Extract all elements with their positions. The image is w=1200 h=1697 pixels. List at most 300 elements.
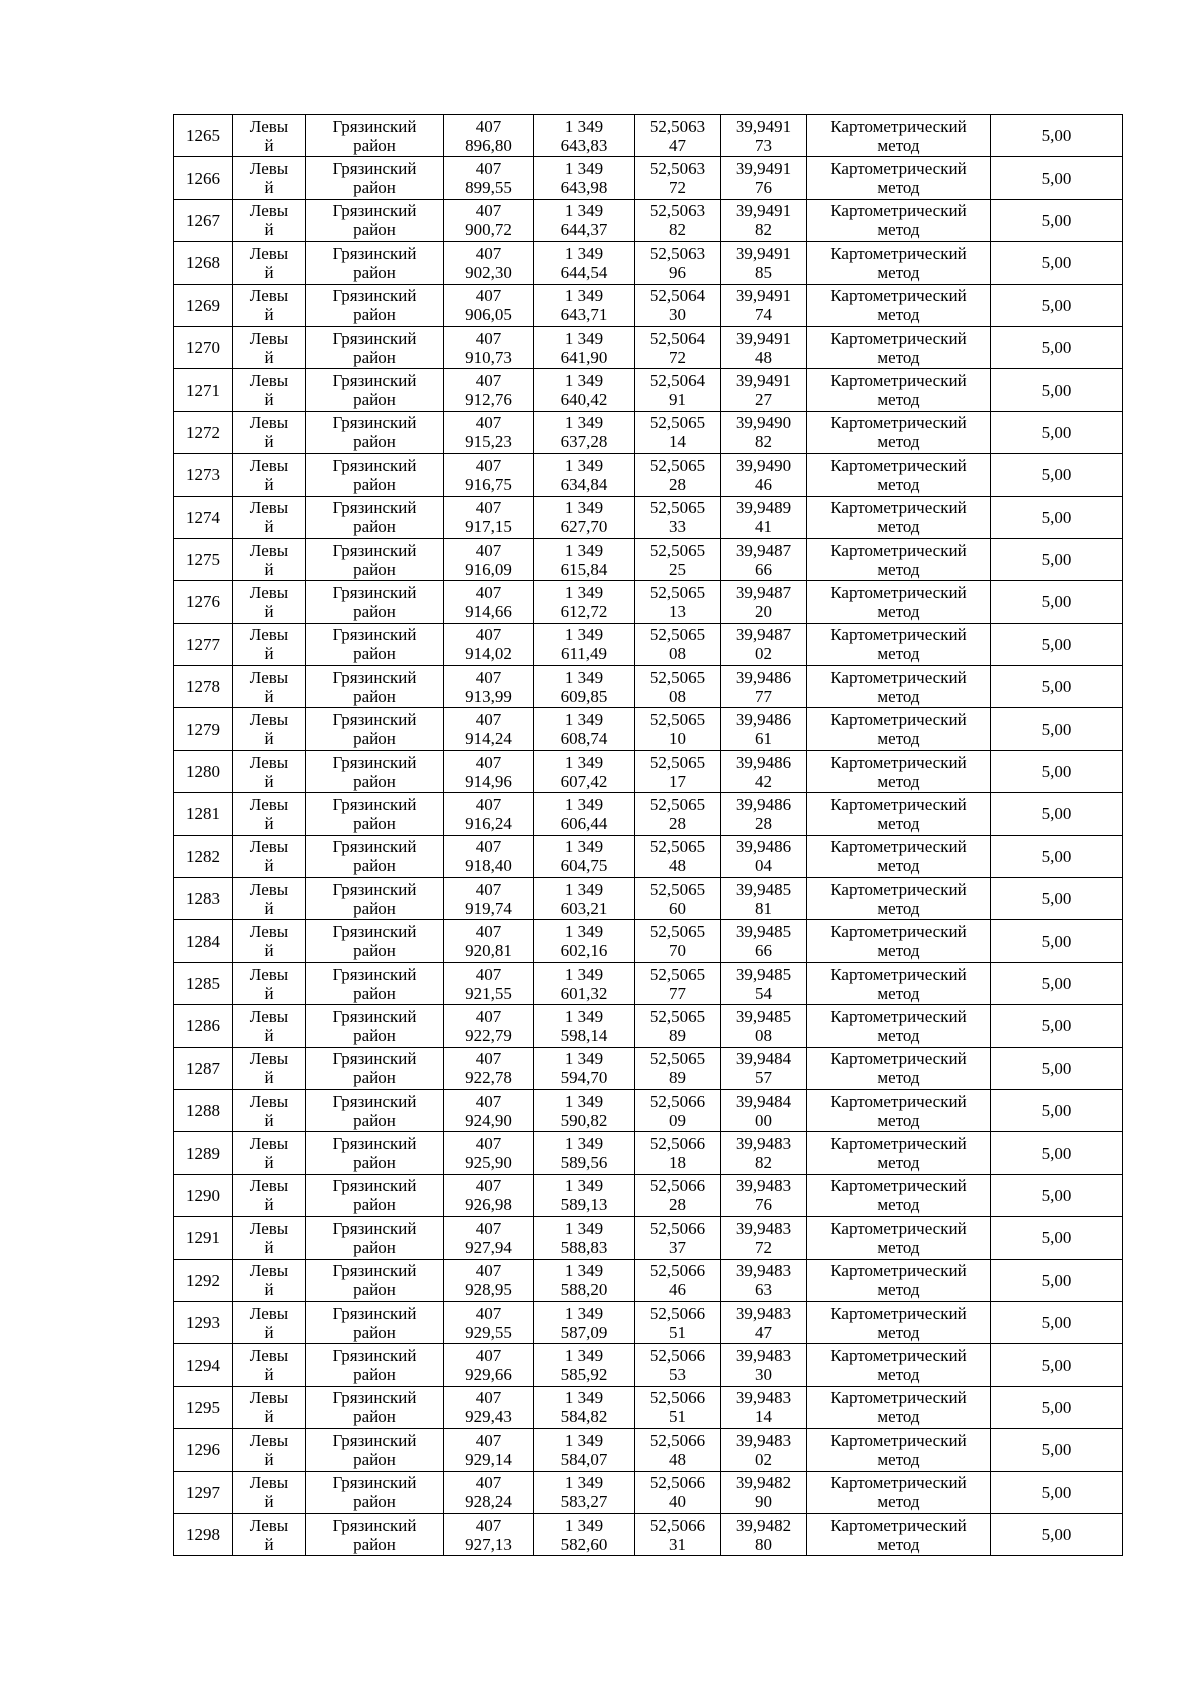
bank-side-line-2: й	[264, 390, 274, 410]
method-line-2: метод	[877, 390, 920, 410]
latitude-line-1: 52,5065	[649, 837, 706, 857]
accuracy-cell: 5,00	[991, 199, 1123, 241]
x-coordinate-line-2: 927,94	[465, 1237, 512, 1257]
y-coordinate-line-1: 1 349	[564, 1218, 604, 1238]
x-coordinate-line-2: 921,55	[465, 983, 512, 1003]
longitude-cell	[721, 793, 807, 835]
method-cell	[807, 750, 991, 792]
latitude-line-2: 72	[669, 178, 686, 198]
table-row	[174, 199, 1123, 241]
bank-side-cell	[233, 835, 306, 877]
method-line-1: Картометрический	[830, 286, 967, 306]
x-coordinate-cell	[444, 878, 534, 920]
method-cell	[807, 1301, 991, 1343]
method-line-2: метод	[877, 1025, 920, 1045]
latitude-cell	[635, 708, 721, 750]
district-line-2: район	[353, 941, 396, 961]
bank-side-line-2: й	[264, 1322, 274, 1342]
district-cell	[306, 666, 444, 708]
y-coordinate-line-2: 584,82	[560, 1407, 608, 1427]
district-line-2: район	[353, 1068, 396, 1088]
accuracy-cell: 5,00	[991, 411, 1123, 453]
district-line-2: район	[353, 347, 396, 367]
y-coordinate-cell	[534, 666, 635, 708]
y-coordinate-line-1: 1 349	[564, 1176, 604, 1196]
district-line-2: район	[353, 813, 396, 833]
district-cell	[306, 157, 444, 199]
y-coordinate-cell	[534, 1005, 635, 1047]
latitude-line-1: 52,5065	[649, 922, 706, 942]
latitude-line-1: 52,5063	[649, 243, 706, 263]
bank-side-line-1: Левы	[249, 625, 289, 645]
latitude-line-2: 33	[669, 517, 686, 537]
district-line-2: район	[353, 517, 396, 537]
district-line-1: Грязинский	[332, 667, 417, 687]
accuracy-cell: 5,00	[991, 1005, 1123, 1047]
point-number-cell: 1285	[174, 962, 233, 1004]
latitude-cell	[635, 1132, 721, 1174]
x-coordinate-cell	[444, 708, 534, 750]
point-number-cell: 1288	[174, 1089, 233, 1131]
district-line-1: Грязинский	[332, 413, 417, 433]
latitude-cell	[635, 284, 721, 326]
longitude-line-1: 39,9486	[735, 794, 792, 814]
x-coordinate-line-1: 407	[475, 1303, 502, 1323]
y-coordinate-line-1: 1 349	[564, 159, 604, 179]
longitude-line-1: 39,9483	[735, 1430, 792, 1450]
longitude-line-2: 47	[755, 1322, 772, 1342]
y-coordinate-cell	[534, 1259, 635, 1301]
table-row	[174, 496, 1123, 538]
coordinates-table	[173, 114, 1123, 1556]
latitude-line-1: 52,5066	[649, 1473, 706, 1493]
bank-side-cell	[233, 666, 306, 708]
latitude-cell	[635, 920, 721, 962]
longitude-cell	[721, 454, 807, 496]
method-line-2: метод	[877, 262, 920, 282]
y-coordinate-line-2: 588,83	[560, 1237, 608, 1257]
latitude-cell	[635, 878, 721, 920]
longitude-cell	[721, 284, 807, 326]
method-line-1: Картометрический	[830, 837, 967, 857]
x-coordinate-line-1: 407	[475, 1218, 502, 1238]
latitude-line-1: 52,5065	[649, 413, 706, 433]
latitude-line-2: 08	[669, 686, 686, 706]
y-coordinate-line-2: 640,42	[560, 390, 608, 410]
district-cell	[306, 623, 444, 665]
accuracy-cell: 5,00	[991, 878, 1123, 920]
y-coordinate-line-2: 583,27	[560, 1492, 608, 1512]
table-row	[174, 1386, 1123, 1428]
district-line-1: Грязинский	[332, 964, 417, 984]
latitude-line-1: 52,5065	[649, 498, 706, 518]
y-coordinate-cell	[534, 1429, 635, 1471]
bank-side-cell	[233, 1513, 306, 1555]
longitude-line-1: 39,9482	[735, 1473, 792, 1493]
y-coordinate-cell	[534, 454, 635, 496]
longitude-line-1: 39,9491	[735, 286, 792, 306]
district-line-1: Грязинский	[332, 879, 417, 899]
x-coordinate-line-1: 407	[475, 1176, 502, 1196]
method-line-2: метод	[877, 1407, 920, 1427]
x-coordinate-line-2: 899,55	[465, 178, 512, 198]
district-cell	[306, 1301, 444, 1343]
table-row	[174, 708, 1123, 750]
point-number-cell: 1298	[174, 1513, 233, 1555]
y-coordinate-line-2: 603,21	[560, 898, 608, 918]
x-coordinate-line-2: 914,96	[465, 771, 512, 791]
point-number-cell: 1296	[174, 1429, 233, 1471]
longitude-cell	[721, 1005, 807, 1047]
latitude-cell	[635, 750, 721, 792]
bank-side-cell	[233, 1174, 306, 1216]
longitude-line-1: 39,9487	[735, 582, 792, 602]
method-line-1: Картометрический	[830, 922, 967, 942]
y-coordinate-line-2: 607,42	[560, 771, 608, 791]
x-coordinate-line-2: 927,13	[465, 1534, 512, 1554]
longitude-line-2: 42	[755, 771, 772, 791]
x-coordinate-line-2: 906,05	[465, 305, 512, 325]
longitude-cell	[721, 1471, 807, 1513]
x-coordinate-cell	[444, 1174, 534, 1216]
y-coordinate-line-1: 1 349	[564, 752, 604, 772]
accuracy-cell: 5,00	[991, 793, 1123, 835]
accuracy-cell: 5,00	[991, 920, 1123, 962]
longitude-cell	[721, 1429, 807, 1471]
longitude-line-2: 82	[755, 220, 772, 240]
district-cell	[306, 1386, 444, 1428]
x-coordinate-cell	[444, 1344, 534, 1386]
method-line-1: Картометрический	[830, 964, 967, 984]
latitude-cell	[635, 1217, 721, 1259]
bank-side-line-1: Левы	[249, 201, 289, 221]
y-coordinate-line-2: 644,37	[560, 220, 608, 240]
table-row	[174, 623, 1123, 665]
x-coordinate-line-1: 407	[475, 1346, 502, 1366]
latitude-line-1: 52,5065	[649, 455, 706, 475]
method-cell	[807, 454, 991, 496]
y-coordinate-line-1: 1 349	[564, 667, 604, 687]
table-row	[174, 157, 1123, 199]
bank-side-line-1: Левы	[249, 328, 289, 348]
longitude-line-2: 76	[755, 1195, 772, 1215]
bank-side-line-2: й	[264, 813, 274, 833]
latitude-line-2: 89	[669, 1068, 686, 1088]
y-coordinate-cell	[534, 1089, 635, 1131]
longitude-cell	[721, 878, 807, 920]
point-number-cell: 1290	[174, 1174, 233, 1216]
x-coordinate-line-1: 407	[475, 540, 502, 560]
y-coordinate-line-2: 589,13	[560, 1195, 608, 1215]
latitude-line-1: 52,5065	[649, 794, 706, 814]
x-coordinate-line-2: 929,43	[465, 1407, 512, 1427]
method-cell	[807, 581, 991, 623]
accuracy-cell: 5,00	[991, 750, 1123, 792]
table-row	[174, 411, 1123, 453]
district-cell	[306, 835, 444, 877]
bank-side-line-2: й	[264, 1280, 274, 1300]
y-coordinate-line-1: 1 349	[564, 1006, 604, 1026]
bank-side-cell	[233, 369, 306, 411]
district-line-2: район	[353, 559, 396, 579]
table-row	[174, 835, 1123, 877]
longitude-cell	[721, 1344, 807, 1386]
method-line-1: Картометрический	[830, 1134, 967, 1154]
latitude-cell	[635, 581, 721, 623]
latitude-line-2: 31	[669, 1534, 686, 1554]
table-row	[174, 1513, 1123, 1555]
bank-side-cell	[233, 411, 306, 453]
y-coordinate-line-1: 1 349	[564, 964, 604, 984]
method-line-2: метод	[877, 1280, 920, 1300]
accuracy-cell: 5,00	[991, 1259, 1123, 1301]
method-line-1: Картометрический	[830, 1303, 967, 1323]
x-coordinate-line-2: 917,15	[465, 517, 512, 537]
bank-side-line-1: Левы	[249, 455, 289, 475]
bank-side-line-2: й	[264, 686, 274, 706]
bank-side-line-2: й	[264, 517, 274, 537]
bank-side-line-1: Левы	[249, 243, 289, 263]
x-coordinate-cell	[444, 1429, 534, 1471]
method-line-2: метод	[877, 517, 920, 537]
latitude-line-1: 52,5066	[649, 1091, 706, 1111]
table-row	[174, 920, 1123, 962]
x-coordinate-line-2: 925,90	[465, 1153, 512, 1173]
bank-side-line-1: Левы	[249, 1261, 289, 1281]
longitude-line-2: 61	[755, 729, 772, 749]
table-row	[174, 1301, 1123, 1343]
district-line-1: Грязинский	[332, 371, 417, 391]
method-line-1: Картометрический	[830, 1006, 967, 1026]
y-coordinate-cell	[534, 962, 635, 1004]
bank-side-cell	[233, 242, 306, 284]
bank-side-line-1: Левы	[249, 1134, 289, 1154]
bank-side-line-2: й	[264, 644, 274, 664]
longitude-cell	[721, 1047, 807, 1089]
x-coordinate-line-1: 407	[475, 1515, 502, 1535]
latitude-cell	[635, 1471, 721, 1513]
latitude-line-2: 13	[669, 601, 686, 621]
accuracy-cell: 5,00	[991, 1301, 1123, 1343]
x-coordinate-line-2: 916,75	[465, 474, 512, 494]
latitude-line-1: 52,5066	[649, 1515, 706, 1535]
district-cell	[306, 115, 444, 157]
latitude-line-2: 48	[669, 1449, 686, 1469]
district-line-2: район	[353, 305, 396, 325]
district-line-2: район	[353, 135, 396, 155]
method-cell	[807, 1089, 991, 1131]
district-cell	[306, 708, 444, 750]
bank-side-cell	[233, 1089, 306, 1131]
longitude-line-1: 39,9491	[735, 159, 792, 179]
x-coordinate-line-1: 407	[475, 752, 502, 772]
method-cell	[807, 1005, 991, 1047]
longitude-line-1: 39,9483	[735, 1388, 792, 1408]
bank-side-cell	[233, 1344, 306, 1386]
district-line-2: район	[353, 1322, 396, 1342]
x-coordinate-line-1: 407	[475, 1473, 502, 1493]
district-cell	[306, 1344, 444, 1386]
bank-side-cell	[233, 793, 306, 835]
bank-side-cell	[233, 1217, 306, 1259]
table-row	[174, 666, 1123, 708]
latitude-line-2: 40	[669, 1492, 686, 1512]
method-line-1: Картометрический	[830, 1430, 967, 1450]
bank-side-line-2: й	[264, 1449, 274, 1469]
bank-side-cell	[233, 157, 306, 199]
method-cell	[807, 666, 991, 708]
district-cell	[306, 454, 444, 496]
method-line-2: метод	[877, 135, 920, 155]
x-coordinate-cell	[444, 750, 534, 792]
point-number-cell: 1293	[174, 1301, 233, 1343]
longitude-cell	[721, 369, 807, 411]
latitude-cell	[635, 1259, 721, 1301]
district-line-2: район	[353, 1534, 396, 1554]
table-row	[174, 538, 1123, 580]
latitude-line-1: 52,5063	[649, 201, 706, 221]
method-line-2: метод	[877, 474, 920, 494]
bank-side-line-2: й	[264, 1407, 274, 1427]
point-number-cell: 1269	[174, 284, 233, 326]
x-coordinate-line-1: 407	[475, 159, 502, 179]
method-line-2: метод	[877, 1153, 920, 1173]
bank-side-line-2: й	[264, 1025, 274, 1045]
point-number-cell: 1297	[174, 1471, 233, 1513]
latitude-cell	[635, 1513, 721, 1555]
bank-side-line-1: Левы	[249, 286, 289, 306]
accuracy-cell: 5,00	[991, 496, 1123, 538]
method-line-2: метод	[877, 1534, 920, 1554]
y-coordinate-line-1: 1 349	[564, 1430, 604, 1450]
y-coordinate-line-2: 643,83	[560, 135, 608, 155]
point-number-cell: 1266	[174, 157, 233, 199]
longitude-line-2: 72	[755, 1237, 772, 1257]
accuracy-cell: 5,00	[991, 115, 1123, 157]
y-coordinate-line-2: 608,74	[560, 729, 608, 749]
bank-side-line-1: Левы	[249, 667, 289, 687]
district-cell	[306, 1132, 444, 1174]
bank-side-line-2: й	[264, 262, 274, 282]
latitude-cell	[635, 496, 721, 538]
bank-side-line-2: й	[264, 1534, 274, 1554]
district-line-2: район	[353, 390, 396, 410]
latitude-line-2: 28	[669, 1195, 686, 1215]
district-line-1: Грязинский	[332, 1261, 417, 1281]
bank-side-cell	[233, 708, 306, 750]
latitude-cell	[635, 369, 721, 411]
x-coordinate-line-2: 920,81	[465, 941, 512, 961]
y-coordinate-line-2: 601,32	[560, 983, 608, 1003]
x-coordinate-line-1: 407	[475, 625, 502, 645]
y-coordinate-line-1: 1 349	[564, 413, 604, 433]
method-line-1: Картометрический	[830, 667, 967, 687]
y-coordinate-cell	[534, 1471, 635, 1513]
y-coordinate-line-1: 1 349	[564, 201, 604, 221]
district-line-1: Грязинский	[332, 201, 417, 221]
x-coordinate-cell	[444, 962, 534, 1004]
longitude-cell	[721, 411, 807, 453]
method-line-1: Картометрический	[830, 498, 967, 518]
longitude-line-2: 66	[755, 559, 772, 579]
latitude-cell	[635, 1386, 721, 1428]
method-line-1: Картометрический	[830, 243, 967, 263]
bank-side-cell	[233, 1429, 306, 1471]
longitude-line-2: 48	[755, 347, 772, 367]
latitude-line-2: 17	[669, 771, 686, 791]
y-coordinate-cell	[534, 581, 635, 623]
accuracy-cell: 5,00	[991, 538, 1123, 580]
point-number-cell: 1280	[174, 750, 233, 792]
x-coordinate-line-1: 407	[475, 201, 502, 221]
x-coordinate-line-1: 407	[475, 328, 502, 348]
point-number-cell: 1268	[174, 242, 233, 284]
point-number-cell: 1272	[174, 411, 233, 453]
method-cell	[807, 496, 991, 538]
district-line-1: Грязинский	[332, 752, 417, 772]
district-line-2: район	[353, 898, 396, 918]
bank-side-line-2: й	[264, 220, 274, 240]
y-coordinate-line-1: 1 349	[564, 243, 604, 263]
latitude-cell	[635, 623, 721, 665]
bank-side-line-1: Левы	[249, 1091, 289, 1111]
district-cell	[306, 581, 444, 623]
bank-side-line-2: й	[264, 1492, 274, 1512]
method-line-2: метод	[877, 220, 920, 240]
longitude-line-2: 66	[755, 941, 772, 961]
x-coordinate-line-2: 918,40	[465, 856, 512, 876]
district-cell	[306, 1217, 444, 1259]
latitude-line-1: 52,5066	[649, 1388, 706, 1408]
x-coordinate-cell	[444, 793, 534, 835]
x-coordinate-line-2: 922,78	[465, 1068, 512, 1088]
bank-side-line-2: й	[264, 1153, 274, 1173]
longitude-line-1: 39,9483	[735, 1346, 792, 1366]
point-number-cell: 1265	[174, 115, 233, 157]
point-number-cell: 1281	[174, 793, 233, 835]
bank-side-line-2: й	[264, 729, 274, 749]
method-line-2: метод	[877, 1449, 920, 1469]
x-coordinate-line-1: 407	[475, 1430, 502, 1450]
district-line-1: Грязинский	[332, 1176, 417, 1196]
x-coordinate-line-1: 407	[475, 1388, 502, 1408]
latitude-line-2: 89	[669, 1025, 686, 1045]
district-line-1: Грязинский	[332, 159, 417, 179]
accuracy-cell: 5,00	[991, 1471, 1123, 1513]
longitude-line-1: 39,9491	[735, 328, 792, 348]
y-coordinate-line-1: 1 349	[564, 1049, 604, 1069]
x-coordinate-line-2: 916,09	[465, 559, 512, 579]
point-number-cell: 1267	[174, 199, 233, 241]
district-line-2: район	[353, 644, 396, 664]
y-coordinate-cell	[534, 1174, 635, 1216]
district-line-1: Грязинский	[332, 794, 417, 814]
point-number-cell: 1273	[174, 454, 233, 496]
method-line-1: Картометрический	[830, 710, 967, 730]
accuracy-cell: 5,00	[991, 1513, 1123, 1555]
longitude-line-1: 39,9483	[735, 1176, 792, 1196]
method-line-2: метод	[877, 1322, 920, 1342]
point-number-cell: 1275	[174, 538, 233, 580]
latitude-line-2: 96	[669, 262, 686, 282]
longitude-cell	[721, 199, 807, 241]
latitude-line-2: 47	[669, 135, 686, 155]
method-line-1: Картометрический	[830, 201, 967, 221]
latitude-line-2: 28	[669, 813, 686, 833]
x-coordinate-line-2: 928,24	[465, 1492, 512, 1512]
table-row	[174, 242, 1123, 284]
longitude-line-1: 39,9486	[735, 752, 792, 772]
